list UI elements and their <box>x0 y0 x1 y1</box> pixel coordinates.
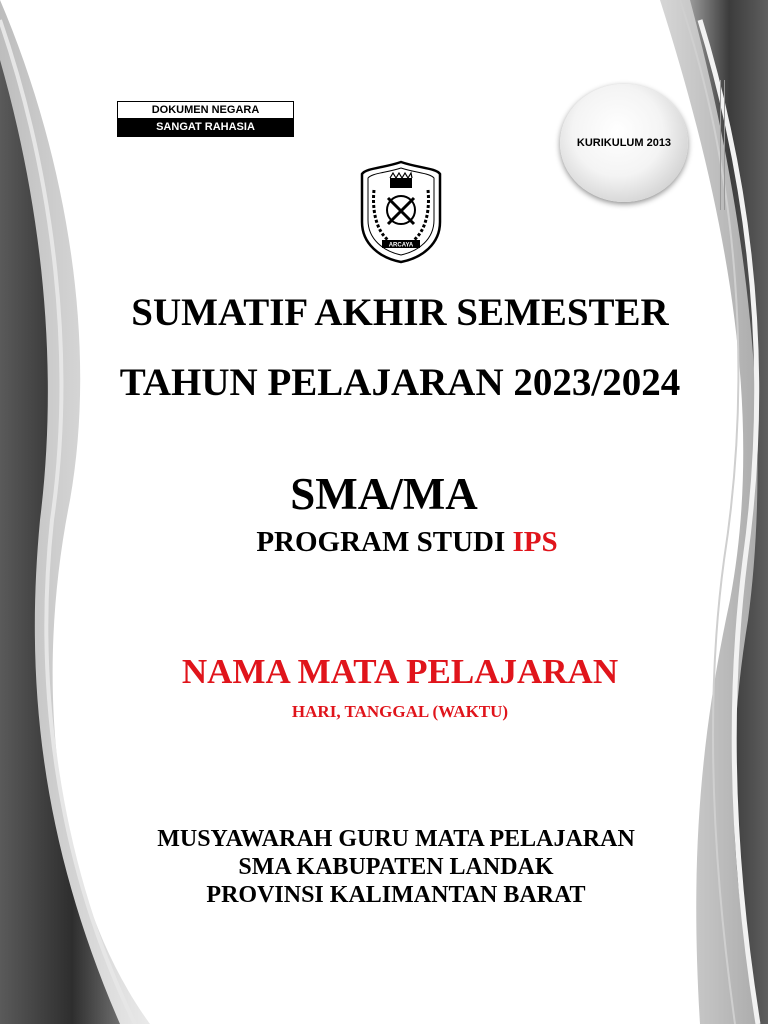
organizer-line2: SMA KABUPATEN LANDAK <box>238 854 554 880</box>
exam-title: SUMATIF AKHIR SEMESTER <box>131 291 669 334</box>
curriculum-badge-label: KURIKULUM 2013 <box>576 137 672 149</box>
curriculum-badge <box>560 84 688 202</box>
study-program-prefix: PROGRAM STUDI <box>256 526 513 558</box>
organizer-line3: PROVINSI KALIMANTAN BARAT <box>206 882 586 908</box>
classification-line2: SANGAT RAHASIA <box>118 118 293 136</box>
emblem-ribbon-text: ARCAYA <box>388 242 414 249</box>
exam-schedule: HARI, TANGGAL (WAKTU) <box>291 702 509 721</box>
study-program-name: IPS <box>512 526 558 558</box>
organizer-line1: MUSYAWARAH GURU MATA PELAJARAN <box>157 826 635 852</box>
academic-year: TAHUN PELAJARAN 2023/2024 <box>119 361 681 404</box>
study-program <box>0 526 768 559</box>
school-level: SMA/MA <box>290 469 478 519</box>
classification-line1: DOKUMEN NEGARA <box>118 102 293 118</box>
decorative-line <box>720 80 725 210</box>
classification-box <box>117 101 294 137</box>
regency-emblem-icon <box>360 160 442 264</box>
subject-name: NAMA MATA PELAJARAN <box>181 652 619 691</box>
